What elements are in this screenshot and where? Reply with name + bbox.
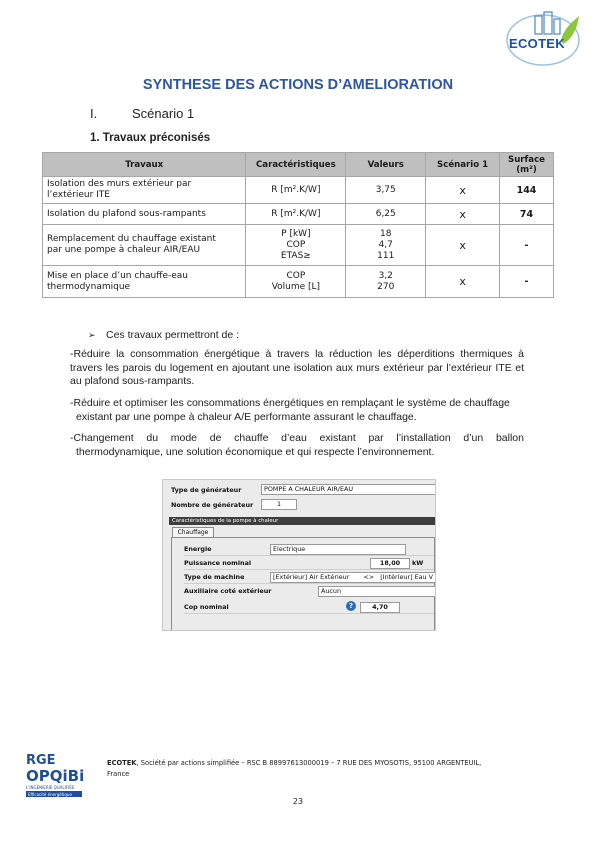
cell-carac: R [m².K/W] [246, 177, 346, 204]
subsection-heading: 1. Travaux préconisés [90, 132, 211, 144]
cell-travaux: Isolation du plafond sous-rampants [43, 204, 246, 225]
header-valeurs: Valeurs [346, 153, 426, 177]
section-number: I. [90, 106, 98, 121]
cell-travaux: Remplacement du chauffage existant par une pompe à chaleur AIR/EAU [43, 225, 246, 266]
cell-surface: - [500, 225, 554, 266]
auxiliaire-label: Auxiliaire coté extérieur [184, 587, 272, 595]
heat-pump-software-screenshot [162, 479, 436, 631]
machine-right: [Intérieur] Eau V [380, 573, 433, 581]
header-surface: Surface (m²) [500, 153, 554, 177]
auxiliaire-field[interactable]: Aucun [318, 586, 436, 597]
footer-company-info [107, 758, 527, 780]
tab-chauffage[interactable]: Chauffage [172, 527, 214, 538]
works-table [42, 152, 554, 298]
cell-carac: R [m².K/W] [246, 204, 346, 225]
machine-label: Type de machine [184, 573, 245, 581]
logo-rge-text: RGE [26, 753, 56, 768]
footer-company-name: ECOTEK [107, 759, 137, 767]
nombre-generateur-label: Nombre de générateur [171, 501, 254, 509]
header-travaux: Travaux [43, 153, 246, 177]
cell-carac: P [kW] COP ETAS≥ [246, 225, 346, 266]
chauffage-panel [171, 537, 435, 631]
machine-arrow: <> [363, 573, 375, 581]
footer-company-text: , Société par actions simplifiée – RSC B 88997613000019 – 7 RUE DES MYOSOTIS, 95100 ARGENTEUIL, [136, 759, 482, 767]
paragraph-text: -Réduire la consommation énergétique à travers la réduction les déperditions thermiques à travers les parois du logement en ajoutant une isolation aux murs extérieur par l’extérieur ITE et au plafond sous-rampants. [70, 348, 524, 387]
cell-scenario: x [426, 204, 500, 225]
cell-valeurs: 3,75 [346, 177, 426, 204]
machine-row [184, 572, 434, 584]
cell-travaux: Mise en place d’un chauffe-eau thermodynamique [43, 266, 246, 298]
logo-opqibi-text: OPQiBi [26, 767, 85, 785]
logo-sub-text: L'INGÉNIERIE QUALIFIÉE [26, 785, 75, 790]
ecotek-logo [505, 10, 583, 66]
paragraph-continuation: thermodynamique, une solution économique et qui respecte l’environnement. [76, 445, 435, 458]
table-row [43, 177, 554, 204]
cell-valeurs: 3,2 270 [346, 266, 426, 298]
intro-line [88, 329, 239, 341]
table-row [43, 204, 554, 225]
paragraph-text: -Changement du mode de chauffe d’eau existant par l’installation d’un ballon [70, 432, 524, 444]
puissance-label: Puissance nominal [184, 559, 252, 567]
puissance-field[interactable]: 18,00 [370, 558, 410, 569]
cell-travaux: Isolation des murs extérieur par l’extérieur ITE [43, 177, 246, 204]
cell-carac: COP Volume [L] [246, 266, 346, 298]
cell-scenario: x [426, 177, 500, 204]
cell-surface: 144 [500, 177, 554, 204]
paragraph [70, 348, 524, 389]
energie-label: Energie [184, 545, 212, 553]
header-scenario: Scénario 1 [426, 153, 500, 177]
paragraph [70, 397, 524, 424]
paragraph-text: -Réduire et optimiser les consommations énergétiques en remplaçant le système de chauffage [70, 397, 510, 409]
cop-label: Cop nominal [184, 603, 229, 611]
energie-field[interactable]: Electrique [270, 544, 406, 555]
cell-surface: - [500, 266, 554, 298]
cop-field[interactable]: 4,70 [360, 602, 400, 613]
puissance-unit: kW [412, 559, 424, 567]
paragraph-continuation: existant par une pompe à chaleur A/E performante assurant le chauffage. [76, 410, 417, 423]
type-generateur-label: Type de générateur [171, 486, 242, 494]
page-number: 23 [292, 797, 304, 806]
pump-characteristics-bar: Caractéristiques de la pompe à chaleur [169, 517, 436, 525]
cop-row [184, 602, 434, 614]
auxiliaire-row [184, 586, 434, 597]
table-row [43, 225, 554, 266]
table-row [43, 266, 554, 298]
rge-opqibi-logo-icon [22, 750, 102, 802]
section-label: Scénario 1 [132, 106, 195, 121]
logo-text: ECOTEK [509, 36, 565, 51]
nombre-generateur-field[interactable]: 1 [261, 499, 297, 510]
arrow-bullet-icon: ➢ [88, 330, 96, 340]
header-caracteristiques: Caractéristiques [246, 153, 346, 177]
help-icon[interactable]: ? [346, 601, 356, 611]
type-generateur-field[interactable]: POMPE A CHALEUR AIR/EAU [261, 484, 436, 495]
table-header-row [43, 153, 554, 177]
energie-row [184, 544, 434, 556]
cell-scenario: x [426, 225, 500, 266]
cell-valeurs: 18 4,7 111 [346, 225, 426, 266]
cell-valeurs: 6,25 [346, 204, 426, 225]
paragraph [70, 432, 524, 459]
puissance-row [184, 558, 434, 570]
cell-scenario: x [426, 266, 500, 298]
footer-country: France [107, 770, 130, 778]
cell-surface: 74 [500, 204, 554, 225]
rge-opqibi-logo [22, 750, 102, 802]
logo-tag-text: Efficacité énergétique [28, 792, 72, 797]
intro-text: Ces travaux permettront de : [106, 329, 240, 341]
section-heading [90, 106, 194, 121]
page-title: SYNTHESE DES ACTIONS D’AMELIORATION [142, 77, 454, 93]
machine-left: [Extérieur] Air Extérieur [273, 573, 350, 581]
machine-field[interactable] [270, 572, 436, 583]
